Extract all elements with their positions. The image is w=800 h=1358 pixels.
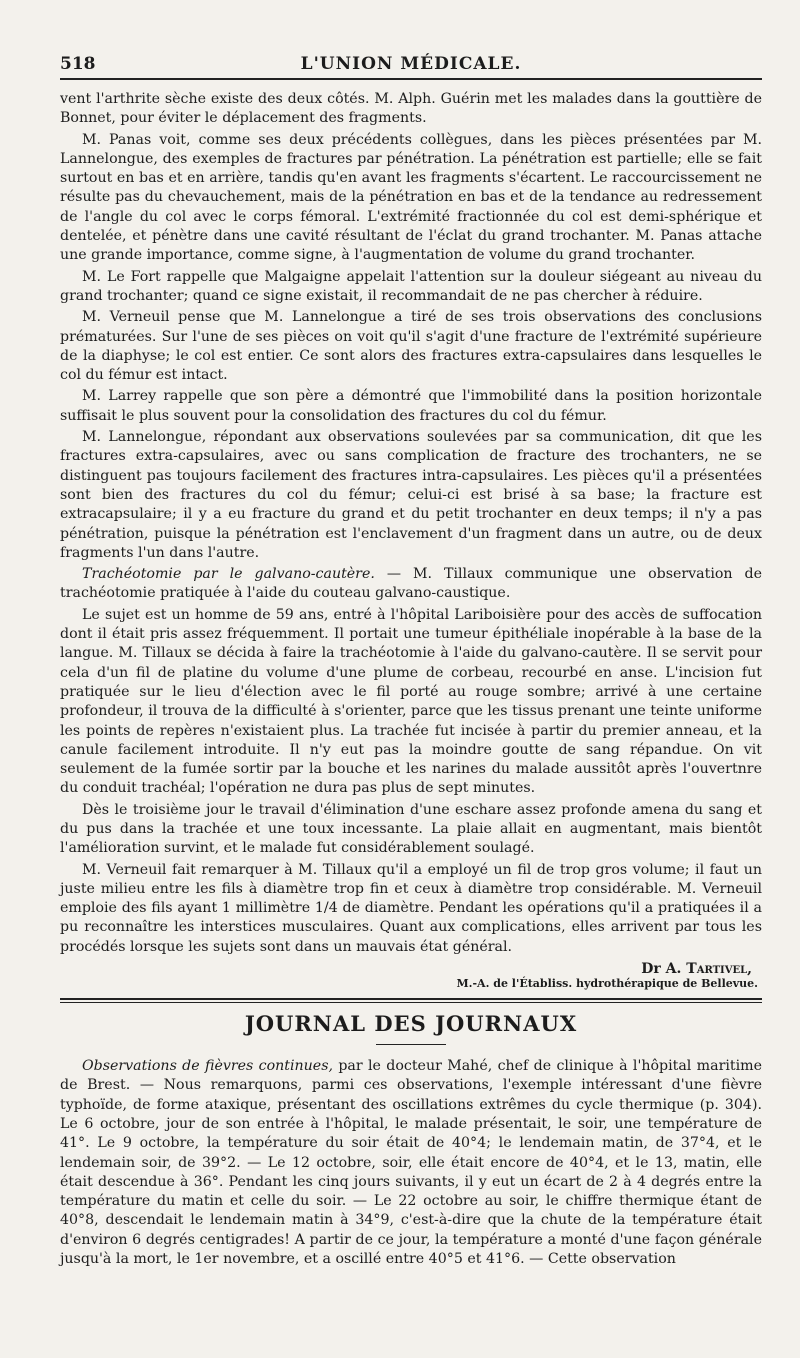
section-body — [60, 1057, 762, 1269]
signature-name: Tartivel, — [686, 961, 752, 978]
signature-prefix: Dr A. — [641, 961, 687, 978]
section-lead-paragraph — [60, 1057, 762, 1269]
section-divider — [60, 998, 762, 1003]
article-body — [60, 90, 762, 957]
section-lead: par le docteur Mahé, chef de clinique à l'hôpital maritime de Brest. — Nous remarquons, parmi ces observations, l'exemple intéressant d'une fièvre typhoïde, de forme ataxique, présentant des oscillations extrêmes du cycle thermique (p. 304). Le 6 octobre, jour de son entrée à l'hôpital, le malade présentait, le soir, une température de 41°. Le 9 octobre, la température du soir était de 40°4; le lendemain matin, de 37°4, et le lendemain soir, de 39°2. — Le 12 octobre, soir, elle était encore de 40°4, et le 13, matin, elle était descendue à 36°. Pendant les cinq jours suivants, il y eut un écart de 2 à 4 degrés entre la température du matin et celle du soir. — Le 22 octobre au soir, le chiffre thermique étant de 40°8, descendait le lendemain matin à 34°9, c'est-à-dire que la chute de la température était d'environ 6 degrés centigrades! A partir de ce jour, la température a monté d'une façon générale jusqu'à la mort, le 1er novembre, et a oscillé entre 40°5 et 41°6. — Cette observation — [60, 1058, 762, 1268]
paragraph: Dès le troisième jour le travail d'élimination d'une eschare assez profonde amena du sang et du pus dans la trachée et une toux incessante. La plaie allait en augmentant, mais bientôt l'amélioration survint, et le malade fut considérablement soulagé. — [60, 801, 762, 857]
journal-title: L'UNION MÉDICALE. — [300, 54, 522, 74]
author-signature — [60, 961, 762, 977]
running-header — [60, 54, 762, 74]
section-title: JOURNAL DES JOURNAUX — [244, 1011, 578, 1037]
paragraph: M. Panas voit, comme ses deux précédents collègues, dans les pièces présentées par M. Lannelongue, des exemples de fractures par pénétration. La pénétration est partielle; elle se fait surtout en bas et en arrière, tandis qu'en avant les fragments s'écartent. Le raccourcissement ne résulte pas du chevauchement, mais de la pénétration en bas et de la tendance au redressement de l'angle du col avec le corps fémoral. L'extrémité fractionnée du col est demi-sphérique et dentelée, et pénètre dans une cavité résultant de l'éclat du grand trochanter. M. Panas attache une grande importance, comme signe, à l'augmentation de volume du grand trochanter. — [60, 131, 762, 264]
paragraph: M. Larrey rappelle que son père a démontré que l'immobilité dans la position horizontale suffisait le plus souvent pour la consolidation des fractures du col du fémur. — [60, 388, 762, 424]
paragraph: vent l'arthrite sèche existe des deux côtés. M. Alph. Guérin met les malades dans la gouttière de Bonnet, pour éviter le déplacement des fragments. — [60, 91, 762, 127]
page-number: 518 — [60, 54, 96, 74]
tracheotomy-rubric: Trachéotomie par le galvano-cautère. — [82, 566, 375, 583]
section-rubric: Observations de fièvres continues, — [82, 1058, 333, 1075]
header-rule — [60, 78, 762, 80]
tracheotomy-lead: — M. Tillaux communique une observation de trachéotomie pratiquée à l'aide du couteau galvano-caustique. — [60, 566, 762, 602]
paragraph: M. Lannelongue, répondant aux observations soulevées par sa communication, dit que les fractures extra-capsulaires, avec ou sans complication de fracture des trochanters, ne se distinguent pas toujours facilement des fractures intra-capsulaires. Les pièces qu'il a présentées sont bien des fractures du col du fémur; celui-ci est brisé à sa base; la fracture est extracapsulaire; il y a eu fracture du grand et du petit trochanter en deux temps; il n'y a pas pénétration, puisque la pénétration est l'enclavement d'un fragment dans un autre, ou de deux fragments l'un dans l'autre. — [60, 429, 762, 561]
paragraph: M. Verneuil fait remarquer à M. Tillaux qu'il a employé un fil de trop gros volume; il faut un juste milieu entre les fils à diamètre trop fin et ceux à diamètre trop considérable. M. Verneuil emploie des fils ayant 1 millimètre 1/4 de diamètre. Pendant les opérations qu'il a pratiquées il a pu reconnaître les interstices musculaires. Quant aux complications, elles arrivent par tous les procédés lorsque les sujets sont dans un mauvais état général. — [60, 861, 762, 955]
author-affiliation: M.-A. de l'Établiss. hydrothérapique de Bellevue. — [456, 977, 758, 991]
paragraph: Le sujet est un homme de 59 ans, entré à l'hôpital Lariboisière pour des accès de suffocation dont il était pris assez fréquemment. Il portait une tumeur épithéliale inopérable à la base de la langue. M. Tillaux se décida à faire la trachéotomie à l'aide du galvano-cautère. Il se servit pour cela d'un fil de platine du volume d'une plume de corbeau, recourbé en anse. L'incision fut pratiquée sur le lieu d'élection avec le fil porté au rouge sombre; arrivé à une certaine profondeur, il trouva de la difficulté à s'orienter, parce que les tissus prenant une teinte uniforme les points de repères n'existaient plus. La trachée fut incisée à partir du premier anneau, et la canule facilement introduite. Il n'y eut pas la moindre goutte de sang répandue. On vit seulement de la fumée sortir par la bouche et les narines du malade aussitôt après l'ouvertnre du conduit trachéal; l'opération ne dura pas plus de sept minutes. — [60, 606, 762, 797]
paragraph: M. Le Fort rappelle que Malgaigne appelait l'attention sur la douleur siégeant au niveau du grand trochanter; quand ce signe existait, il recommandait de ne pas chercher à réduire. — [60, 268, 762, 304]
title-rule — [376, 1044, 446, 1045]
tracheotomy-lead-paragraph — [60, 565, 762, 604]
paragraph: M. Verneuil pense que M. Lannelongue a tiré de ses trois observations des conclusions prématurées. Sur l'une de ses pièces on voit qu'il s'agit d'une fracture de l'extrémité supérieure de la diaphyse; le col est entier. Ce sont alors des fractures extra-capsulaires dans lesquelles le col du fémur est intact. — [60, 309, 762, 384]
